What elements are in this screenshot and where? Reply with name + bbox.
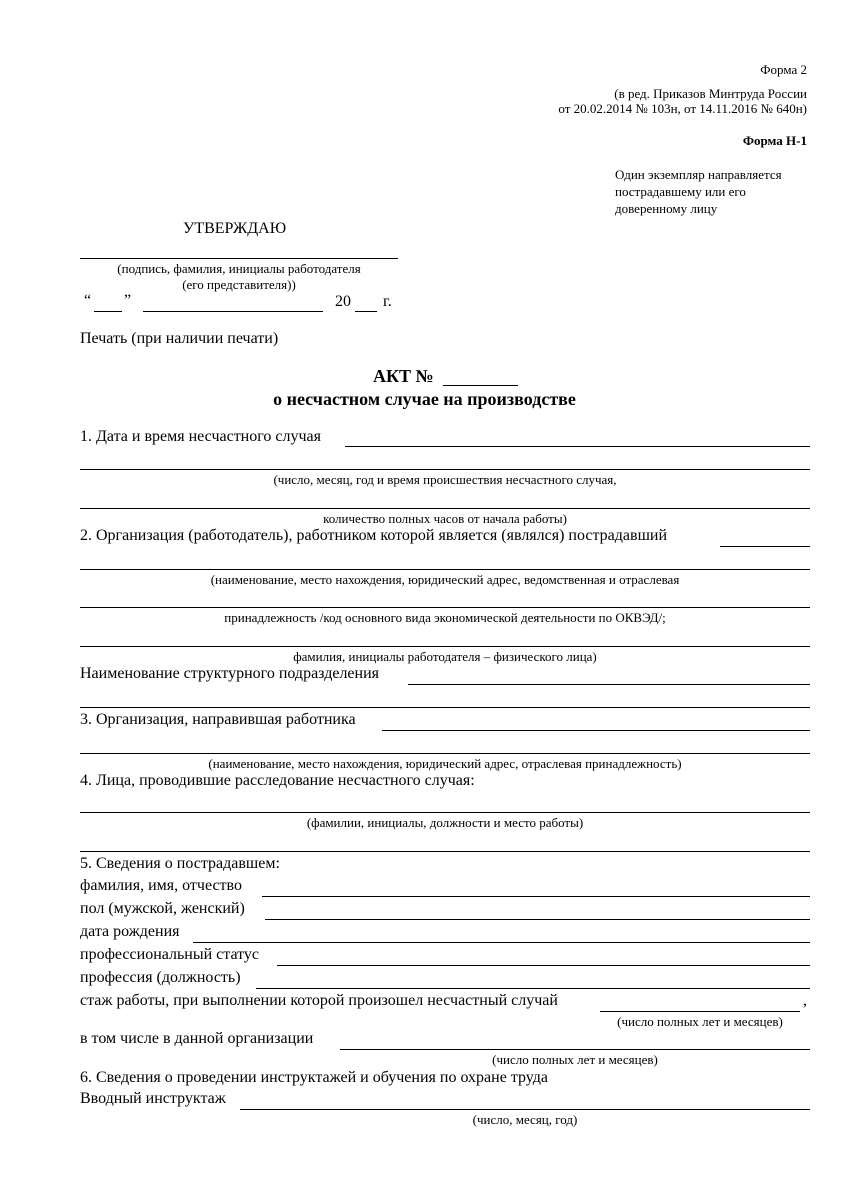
s5-org-experience-label: в том числе в данной организации	[80, 1030, 314, 1047]
s1-line2[interactable]	[80, 469, 810, 470]
approve-day-field[interactable]	[94, 311, 122, 312]
s3-field[interactable]	[382, 730, 810, 731]
s5-birth-field[interactable]	[193, 942, 810, 943]
s6-intro-caption: (число, месяц, год)	[472, 1112, 578, 1127]
s5-org-experience-field[interactable]	[340, 1049, 810, 1050]
s5-experience-field[interactable]	[600, 1011, 800, 1012]
s1-datetime-field[interactable]	[345, 446, 810, 447]
s5-experience-label: стаж работы, при выполнении которой произошел несчастный случай	[80, 992, 558, 1009]
s2-caption2: принадлежность /код основного вида экономической деятельности по ОКВЭД/;	[224, 610, 666, 625]
s5-sex-label: пол (мужской, женский)	[80, 900, 245, 917]
s5-experience-caption: (число полных лет и месяцев)	[617, 1014, 783, 1029]
s6-intro-field[interactable]	[240, 1109, 810, 1110]
s2-field[interactable]	[720, 546, 810, 547]
s2-caption3: фамилия, инициалы работодателя – физического лица)	[293, 649, 597, 664]
edition-note-line2: от 20.02.2014 № 103н, от 14.11.2016 № 640н)	[558, 101, 807, 116]
date-close-quote: ”	[124, 292, 132, 309]
s5-profession-label: профессия (должность)	[80, 969, 241, 986]
s5-org-experience-caption: (число полных лет и месяцев)	[492, 1052, 658, 1067]
act-subtitle: о несчастном случае на производстве	[273, 389, 576, 409]
approver-caption2: (его представителя))	[182, 277, 296, 292]
s2-line3[interactable]	[80, 607, 810, 608]
act-number-field[interactable]	[443, 385, 518, 386]
s1-label: 1. Дата и время несчастного случая	[80, 428, 321, 445]
s5-name-field[interactable]	[262, 896, 810, 897]
s5-status-label: профессиональный статус	[80, 946, 260, 963]
s3-label: 3. Организация, направившая работника	[80, 711, 356, 728]
approve-month-field[interactable]	[143, 311, 323, 312]
s2-subdivision-field[interactable]	[408, 684, 810, 685]
s1-caption1: (число, месяц, год и время происшествия несчастного случая,	[273, 472, 617, 487]
approve-year-suffix: г.	[383, 293, 392, 310]
s4-caption: (фамилии, инициалы, должности и место работы)	[306, 815, 584, 830]
s4-line1[interactable]	[80, 812, 810, 813]
s4-line2[interactable]	[80, 851, 810, 852]
s3-line2[interactable]	[80, 753, 810, 754]
copy-note-line3: доверенному лицу	[615, 201, 718, 216]
s5-status-field[interactable]	[277, 965, 810, 966]
edition-note-line1: (в ред. Приказов Минтруда России	[614, 86, 807, 101]
s5-label: 5. Сведения о пострадавшем:	[80, 855, 280, 872]
s4-label: 4. Лица, проводившие расследование несчастного случая:	[80, 772, 475, 789]
s6-intro-label: Вводный инструктаж	[80, 1090, 226, 1107]
form-number: Форма 2	[760, 62, 807, 77]
form-code: Форма Н-1	[742, 133, 807, 148]
s5-profession-field[interactable]	[256, 988, 810, 989]
s1-line3[interactable]	[80, 508, 810, 509]
s5-name-label: фамилия, имя, отчество	[80, 877, 242, 894]
copy-note-line1: Один экземпляр направляется	[615, 167, 782, 182]
seal-note: Печать (при наличии печати)	[80, 330, 279, 347]
s6-label: 6. Сведения о проведении инструктажей и обучения по охране труда	[80, 1069, 549, 1086]
s2-line2[interactable]	[80, 569, 810, 570]
act-title: АКТ №	[373, 366, 434, 386]
s2-caption1: (наименование, место нахождения, юридический адрес, ведомственная и отраслевая	[210, 572, 680, 587]
approver-signature-line[interactable]	[80, 258, 398, 259]
s1-caption2: количество полных часов от начала работы)	[323, 511, 567, 526]
s2-subdivision-label: Наименование структурного подразделения	[80, 665, 380, 682]
date-open-quote: “	[84, 292, 92, 309]
approve-year-prefix: 20	[335, 293, 351, 310]
s2-label: 2. Организация (работодатель), работником которой является (являлся) пострадавший	[80, 527, 668, 544]
copy-note-line2: пострадавшему или его	[615, 184, 746, 199]
approve-title: УТВЕРЖДАЮ	[183, 220, 287, 237]
approver-caption1: (подпись, фамилия, инициалы работодателя	[117, 261, 361, 276]
s5-birth-label: дата рождения	[80, 923, 180, 940]
s2-subdivision-line2[interactable]	[80, 707, 810, 708]
s5-sex-field[interactable]	[265, 919, 810, 920]
s5-experience-comma: ,	[803, 992, 807, 1009]
approve-year-field[interactable]	[355, 311, 377, 312]
s3-caption: (наименование, место нахождения, юридический адрес, отраслевая принадлежность)	[208, 756, 682, 771]
s2-line4[interactable]	[80, 646, 810, 647]
